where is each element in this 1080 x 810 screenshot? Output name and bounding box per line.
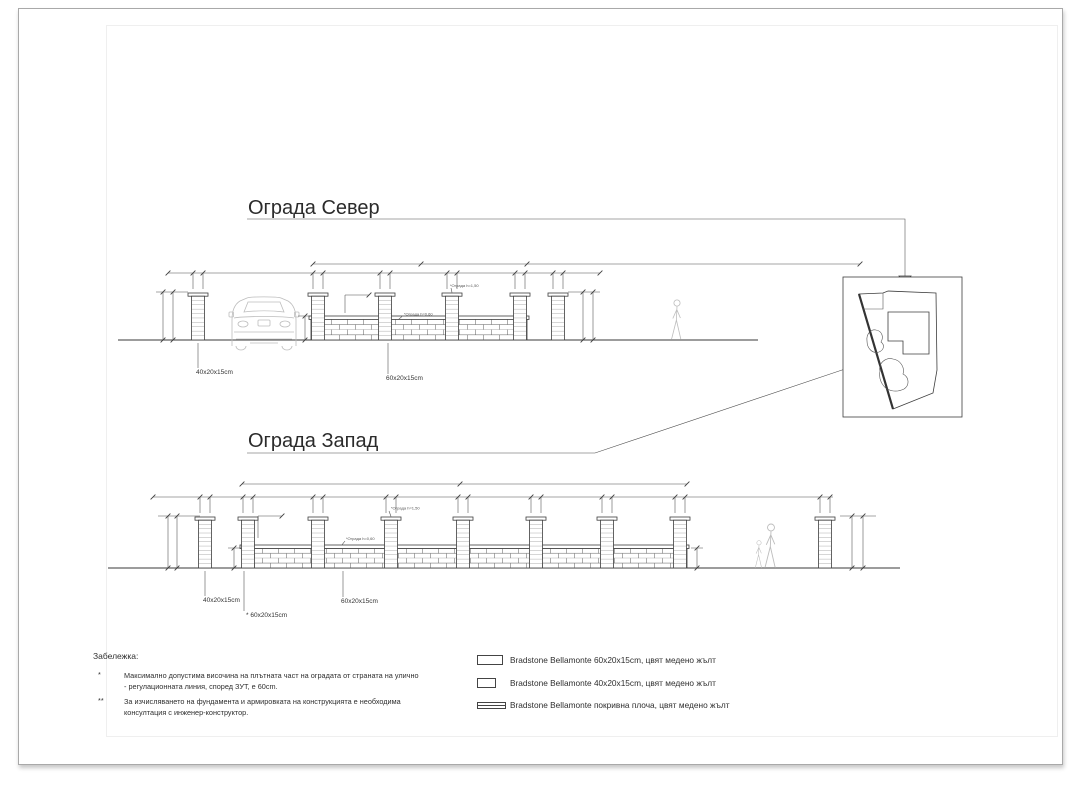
- pillar: [195, 517, 215, 568]
- capping-plate-symbol-icon: [477, 702, 510, 709]
- west-pillar-size-label: 40x20x15cm: [203, 597, 240, 604]
- block-40-symbol-icon: [477, 678, 510, 688]
- note-text: Максимално допустима височина на плътната част на оградата от страната на улично - регулационната линия, според ЗУТ, е 60cm.: [124, 671, 419, 691]
- west-elevation: [108, 363, 900, 619]
- note-item: [93, 670, 423, 692]
- block-60-symbol-icon: [477, 655, 510, 665]
- pedestrian-figure: [672, 300, 681, 339]
- north-pillar-size-label: 40x20x15cm: [196, 369, 233, 376]
- child-figure: [755, 541, 762, 568]
- materials-legend: [477, 655, 730, 723]
- north-wall-size-label: 60x20x15cm: [386, 375, 423, 382]
- note-bullet: *: [98, 670, 101, 679]
- car-front-outline: [229, 297, 299, 350]
- pillar: [188, 293, 208, 340]
- north-elevation: [118, 197, 911, 382]
- legend-label: Bradstone Bellamonte покривна плоча, цвят медено жълт: [510, 700, 730, 710]
- legend-label: Bradstone Bellamonte 40x20x15cm, цвят медено жълт: [510, 677, 716, 688]
- north-wall-annotation: *Ограда h=0,60: [404, 311, 433, 317]
- west-wall-size-label: 60x20x15cm: [341, 598, 378, 605]
- west-title: Ограда Запад: [248, 430, 379, 452]
- north-pillar-annotation: *Ограда h=1,50: [450, 283, 479, 288]
- pillar: [548, 293, 568, 340]
- adult-figure: [765, 524, 775, 568]
- notes-block: [93, 651, 423, 722]
- north-brick-wall: [309, 316, 529, 340]
- legend-label: Bradstone Bellamonte 60x20x15cm, цвят медено жълт: [510, 655, 716, 665]
- pillar: [815, 517, 835, 568]
- legend-item: [477, 655, 730, 665]
- legend-item: [477, 700, 730, 710]
- note-text: За изчисляването на фундамента и армировката на конструкцията е необходима консултация с инженер-конструктор.: [124, 697, 401, 717]
- notes-heading: Забележка:: [93, 651, 139, 661]
- legend-item: [477, 678, 730, 688]
- north-title-underline: [247, 219, 905, 276]
- west-wall-annotation: *Ограда h=0,60: [346, 536, 375, 541]
- north-title: Ограда Север: [248, 197, 380, 219]
- note-bullet: **: [98, 696, 104, 705]
- west-pillar-annotation: *Ограда h=1,50: [391, 505, 420, 511]
- note-item: [93, 696, 423, 718]
- west-foundation-size-label: * 60x20x15cm: [246, 612, 288, 619]
- site-plan: [843, 277, 962, 417]
